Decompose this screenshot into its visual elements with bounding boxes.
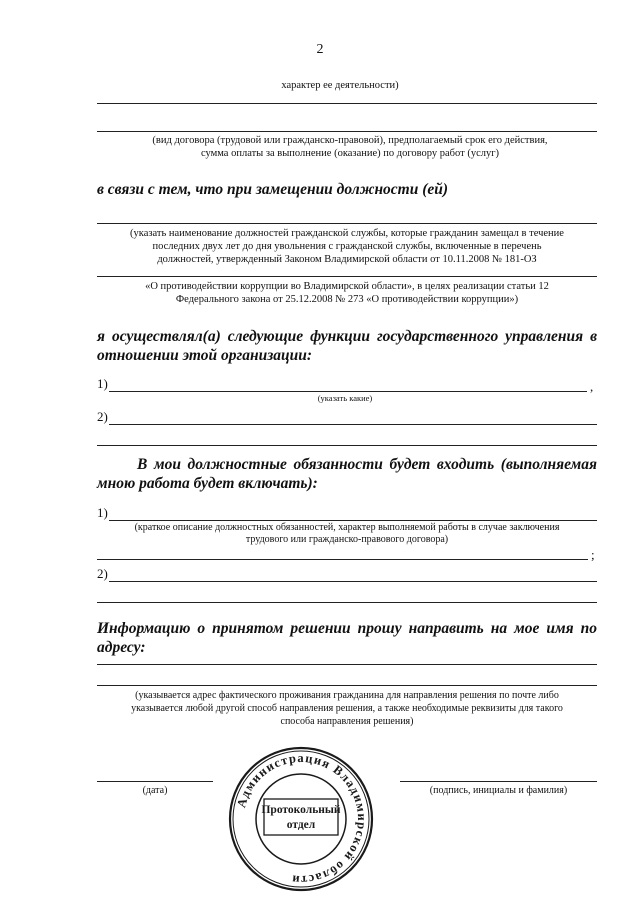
positions-note-line: (указать наименование должностей гражданской службы, которые гражданин замещал в течение xyxy=(130,228,564,239)
blank-line xyxy=(97,602,597,603)
duty-1-semicolon: ; xyxy=(591,547,595,562)
duty-1-line xyxy=(109,520,597,521)
law-note-line: «О противодействии коррупции во Владимирской области», в целях реализации статьи 12 xyxy=(145,281,549,292)
stamp-center-line1: Протокольный xyxy=(261,804,341,816)
address-note-line: указывается любой другой способ направления решения, а также необходимые реквизиты для такого xyxy=(131,703,563,714)
stamp-seal xyxy=(226,744,376,894)
heading-info-line1: Информацию о принятом решении прошу направить на мое имя по xyxy=(97,620,597,637)
positions-note-line: последних двух лет до дня увольнения с гражданской службы, включенные в перечень xyxy=(152,241,542,252)
heading-functions-line1: я осуществлял(а) следующие функции государственного управления в xyxy=(97,328,597,345)
contract-note-line: (вид договора (трудовой или гражданско-правовой), предполагаемый срок его действия, xyxy=(152,135,548,146)
heading-info-line2: адресу: xyxy=(97,639,146,656)
blank-line xyxy=(97,223,597,224)
heading-duties-line1: В мои должностные обязанности будет входить (выполняемая xyxy=(137,456,597,473)
duty-1-hint-line: (краткое описание должностных обязанностей, характер выполняемой работы в случае заключения xyxy=(134,522,560,533)
signature-label: (подпись, инициалы и фамилия) xyxy=(429,785,568,796)
page-number: 2 xyxy=(316,42,324,57)
stamp-center-line2: отдел xyxy=(286,819,316,831)
blank-line xyxy=(97,685,597,686)
item-2-number: 2) xyxy=(97,409,108,424)
duty-2-number: 2) xyxy=(97,566,108,581)
duty-1-hint xyxy=(100,522,594,546)
date-label: (дата) xyxy=(142,785,168,796)
blank-line xyxy=(97,445,597,446)
date-line xyxy=(97,781,213,782)
positions-note xyxy=(90,227,604,266)
blank-line xyxy=(97,131,597,132)
duty-1-line-2 xyxy=(97,559,588,560)
duty-1-hint-line: трудового или гражданско-правового договора) xyxy=(245,534,449,545)
positions-note-line: должностей, утвержденный Законом Владимирской области от 10.11.2008 № 181-ОЗ xyxy=(157,254,537,265)
stamp-ring-text: Администрация Владимирской области xyxy=(234,750,370,888)
law-note-line: Федерального закона от 25.12.2008 № 273 «О противодействии коррупции») xyxy=(175,294,519,305)
activity-caption: характер ее деятельности) xyxy=(281,80,399,91)
address-note-line: способа направления решения) xyxy=(280,716,414,727)
duty-2-line xyxy=(109,581,597,582)
blank-line xyxy=(97,664,597,665)
address-note-line: (указывается адрес фактического проживания гражданина для направления решения по почте либо xyxy=(135,690,559,701)
signature-line xyxy=(400,781,597,782)
heading-functions-line2: отношении этой организации: xyxy=(97,347,313,364)
protocol-department-stamp xyxy=(226,744,376,894)
item-2-line xyxy=(109,424,597,425)
heading-connection: в связи с тем, что при замещении должности (ей) xyxy=(97,181,449,198)
blank-line xyxy=(97,103,597,104)
heading-duties-line2: мною работа будет включать): xyxy=(97,475,318,492)
item-1-comma: , xyxy=(590,379,594,394)
item-1-number: 1) xyxy=(97,376,108,391)
item-1-line xyxy=(109,391,587,392)
contract-note-line: сумма оплаты за выполнение (оказание) по договору работ (услуг) xyxy=(200,148,500,159)
duty-1-number: 1) xyxy=(97,505,108,520)
blank-line xyxy=(97,276,597,277)
contract-note xyxy=(60,134,640,160)
address-note xyxy=(80,689,614,728)
item-1-hint: (указать какие) xyxy=(317,393,373,403)
law-note xyxy=(90,280,604,306)
